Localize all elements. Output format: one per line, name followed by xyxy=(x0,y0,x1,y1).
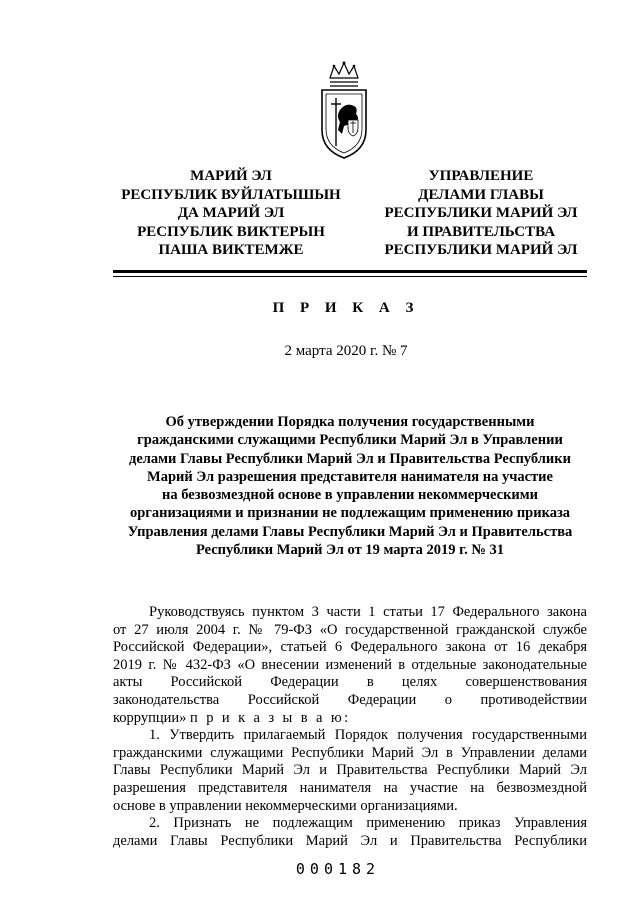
document-serial-number: 000182 xyxy=(295,860,381,878)
body-line: Российской Федерации», статьей 6 Федерального закона от 16 декабря xyxy=(113,639,587,656)
header-left-org-name xyxy=(112,167,350,260)
header-divider-thin xyxy=(113,276,587,277)
coat-of-arms-emblem xyxy=(318,60,370,160)
title-line: организациями и признании не подлежащим применению приказа xyxy=(129,505,571,522)
title-line: Об утверждении Порядка получения государственными xyxy=(165,414,535,430)
body-line: 1. Утвердить прилагаемый Порядок получения государственными xyxy=(149,727,587,744)
body-line: основе в управлении некоммерческими организациями. xyxy=(113,797,458,814)
header-right-line: РЕСПУБЛИКИ МАРИЙ ЭЛ xyxy=(384,205,578,221)
header-right-line: УПРАВЛЕНИЕ xyxy=(428,168,534,184)
body-line: от 27 июля 2004 г. № 79-ФЗ «О государственной гражданской службе xyxy=(113,621,587,638)
header-right-line: И ПРАВИТЕЛЬСТВА xyxy=(406,223,556,240)
body-line: 2. Признать не подлежащим применению приказ Управления xyxy=(149,815,587,832)
header-right-line: ДЕЛАМИ ГЛАВЫ xyxy=(418,186,544,203)
header-left-line: ДА МАРИЙ ЭЛ xyxy=(177,205,285,221)
header-divider-thick xyxy=(113,270,587,273)
body-line: 2019 г. № 432-ФЗ «О внесении изменений в отдельные законодательные xyxy=(113,656,587,673)
title-line: Управления делами Главы Республики Марий Эл и Правительства xyxy=(127,523,573,540)
body-line-order-clause xyxy=(113,710,587,728)
header-left-line: ПАША ВИКТЕМЖЕ xyxy=(158,242,304,258)
body-line: акты Российской Федерации в целях совершенствования xyxy=(113,674,587,691)
body-line: законодательства Российской Федерации о противодействии xyxy=(113,691,587,708)
title-line: Марий Эл разрешения представителя нанимателя на участие xyxy=(147,468,553,485)
document-body xyxy=(113,604,587,850)
header-left-line: РЕСПУБЛИК ВИКТЕРЫН xyxy=(137,223,325,240)
header-left-line: МАРИЙ ЭЛ xyxy=(190,168,272,184)
order-verb: п р и к а з ы в а ю: xyxy=(190,709,351,726)
body-line: Руководствуясь пунктом 3 части 1 статьи 17 Федерального закона xyxy=(149,604,587,620)
document-date-number: 2 марта 2020 г. № 7 xyxy=(284,343,408,359)
document-title xyxy=(113,413,587,559)
header-right-org-name xyxy=(372,167,590,260)
title-line: гражданскими служащими Республики Марий Эл в Управлении xyxy=(137,432,563,449)
title-line: Республики Марий Эл от 19 марта 2019 г. № 31 xyxy=(195,542,505,559)
title-line: на безвозмездной основе в управлении некоммерческими xyxy=(161,487,539,504)
header-right-line: РЕСПУБЛИКИ МАРИЙ ЭЛ xyxy=(384,242,578,258)
body-line-prefix: коррупции» xyxy=(113,709,191,726)
body-line: делами Главы Республики Марий Эл и Правительства Республики xyxy=(113,832,587,849)
body-line: гражданскими служащими Республики Марий Эл в Управлении делами xyxy=(113,744,587,761)
header-left-line: РЕСПУБЛИК ВУЙЛАТЫШЫН xyxy=(121,186,341,203)
body-line: Главы Республики Марий Эл и Правительства Республики Марий Эл xyxy=(113,762,587,779)
title-line: делами Главы Республики Марий Эл и Правительства Республики xyxy=(129,450,571,467)
document-type: П Р И К А З xyxy=(272,300,420,316)
body-line: разрешения представителя нанимателя на участие на безвозмездной xyxy=(113,779,587,796)
